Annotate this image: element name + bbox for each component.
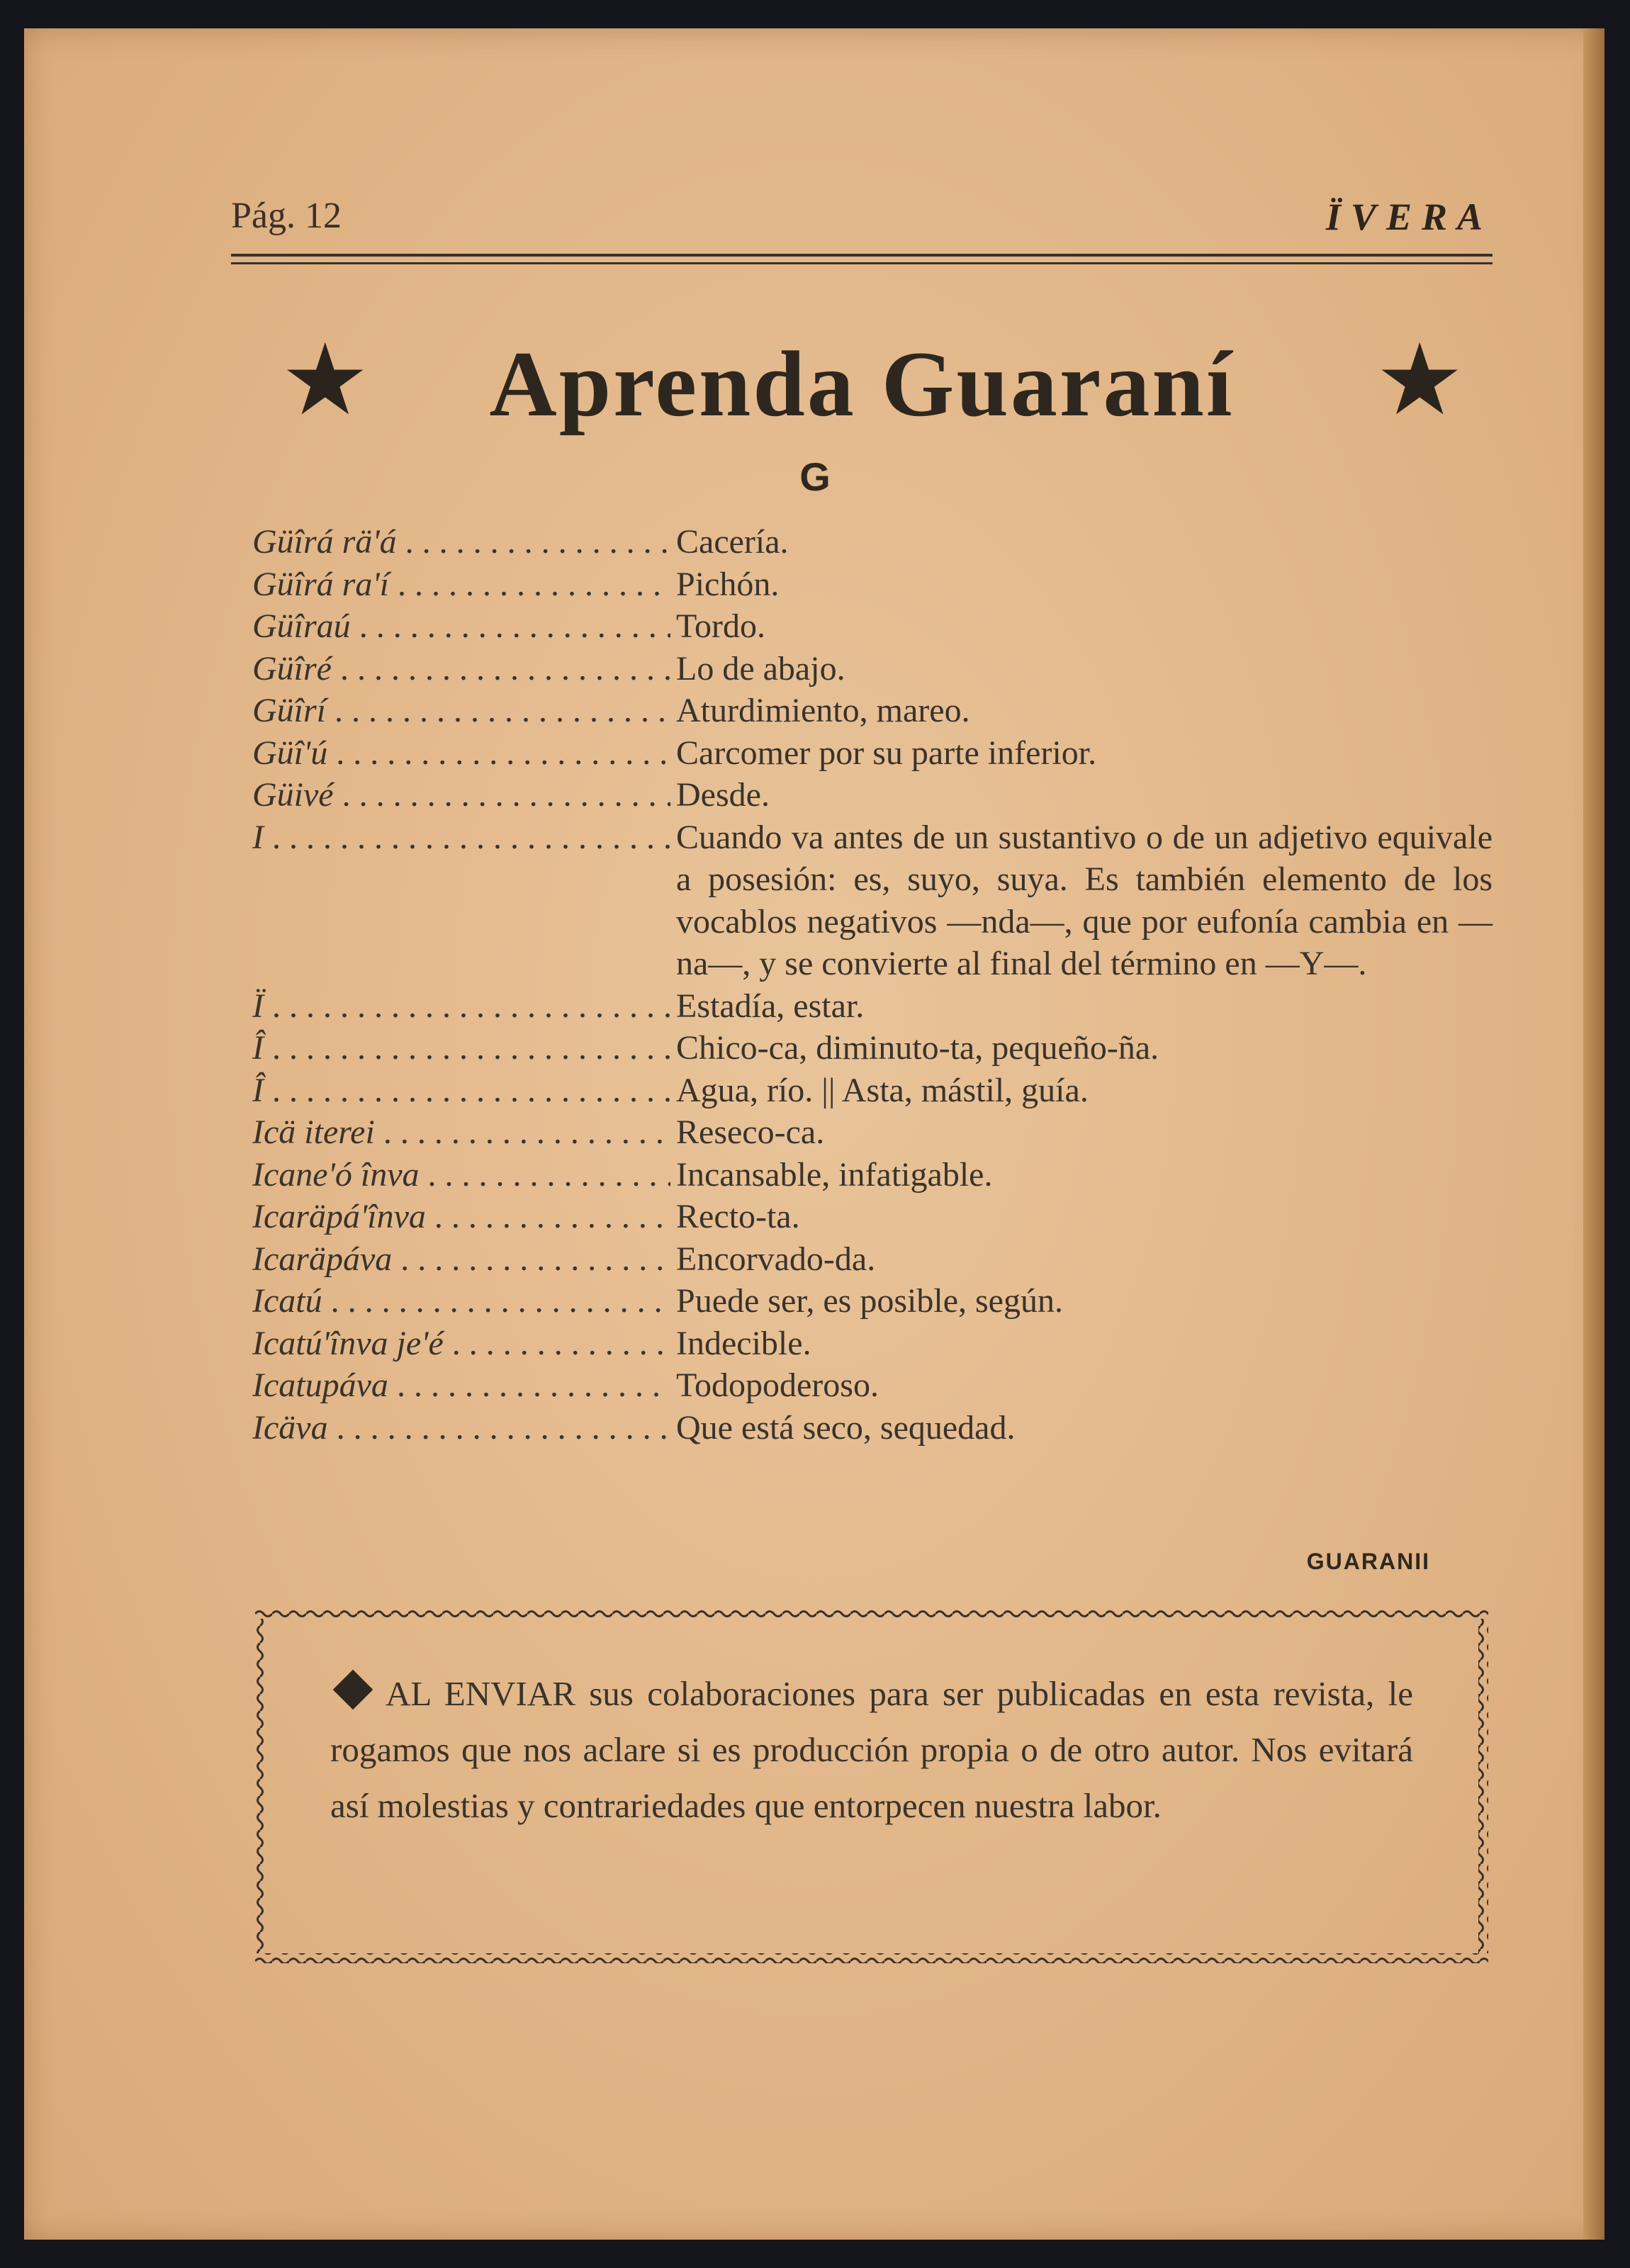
entry-term: Icä iterei . . . [252, 1111, 670, 1154]
header-rule-top [231, 254, 1493, 257]
entry-definition: Cuando va antes de un sustantivo o de un adjetivo equivale a posesión: es, suyo, suya. Es también elemento de los vocablos negativos —nda—, que por eufonía cambia en —na—, y se convierte al final del término en —Y—. [676, 818, 1493, 982]
entry-term: Icatú . . . [252, 1280, 670, 1323]
entry-definition: Tordo. [676, 607, 765, 645]
entry-term: Güîré . . . [252, 648, 670, 690]
entry-term: Î . . . [252, 1027, 670, 1070]
entry-term: Güî'ú . . . [252, 732, 670, 775]
glossary-entry [252, 605, 1493, 648]
entry-definition: Desde. [676, 776, 770, 814]
entry-term: Ï . . . [252, 985, 670, 1028]
glossary-list [252, 521, 1493, 1449]
glossary-entry [252, 521, 1493, 563]
glossary-entry [252, 648, 1493, 690]
glossary-entry [252, 690, 1493, 732]
glossary-entry [252, 1238, 1493, 1281]
entry-term: Î . . . [252, 1070, 670, 1112]
entry-term: Icäva . . . [252, 1407, 670, 1449]
glossary-entry [252, 1196, 1493, 1238]
glossary-entry [252, 985, 1493, 1028]
section-letter: G [799, 454, 831, 499]
entry-definition: Chico-ca, diminuto-ta, pequeño-ña. [676, 1029, 1159, 1067]
page-number: Pág. 12 [231, 196, 342, 236]
notice-box [255, 1609, 1488, 1963]
glossary-entry [252, 732, 1493, 775]
glossary-entry [252, 1407, 1493, 1449]
page-header [231, 174, 1493, 238]
entry-definition: Cacería. [676, 523, 789, 561]
notice-text [330, 1666, 1413, 1834]
entry-term: Icaräpá'înva . . . [252, 1196, 670, 1238]
magazine-title: ÏVERA [1325, 196, 1493, 238]
glossary-entry [252, 1154, 1493, 1196]
entry-definition: Reseco-ca. [676, 1113, 825, 1151]
entry-term: I . . . [252, 816, 670, 859]
glossary-entry [252, 1280, 1493, 1323]
entry-term: Güivé . . . [252, 774, 670, 816]
entry-definition: Agua, río. || Asta, mástil, guía. [676, 1071, 1089, 1109]
entry-definition: Estadía, estar. [676, 987, 865, 1025]
entry-term: Icaräpáva . . . [252, 1238, 670, 1281]
entry-definition: Carcomer por su parte inferior. [676, 734, 1097, 772]
star-icon: ★ [281, 326, 370, 436]
glossary-entry [252, 1070, 1493, 1112]
page-edge [1583, 28, 1604, 2240]
entry-definition: Indecible. [676, 1324, 811, 1362]
glossary-entry [252, 774, 1493, 816]
entry-term: Icane'ó înva . . . [252, 1154, 670, 1196]
glossary-entry [252, 1027, 1493, 1070]
entry-definition: Incansable, infatigable. [676, 1155, 993, 1194]
diamond-bullet-icon [333, 1670, 373, 1710]
entry-term: Güîraú . . . [252, 605, 670, 648]
glossary-entry [252, 816, 1493, 985]
glossary-entry [252, 1364, 1493, 1407]
author-signature: GUARANII [1306, 1549, 1430, 1574]
entry-definition: Lo de abajo. [676, 649, 845, 687]
notice-body: AL ENVIAR sus colaboraciones para ser publicadas en esta revista, le rogamos que nos aclare si es producción propia o de otro autor. Nos evitará así molestias y contrariedades que entorpecen nuestra labor. [330, 1674, 1413, 1825]
glossary-entry [252, 1323, 1493, 1365]
entry-definition: Que está seco, sequedad. [676, 1408, 1016, 1447]
entry-definition: Pichón. [676, 565, 780, 603]
entry-definition: Puede ser, es posible, según. [676, 1282, 1063, 1320]
entry-term: Güîrá rä'á . . . [252, 521, 670, 563]
entry-definition: Aturdimiento, mareo. [676, 692, 970, 729]
entry-definition: Recto-ta. [676, 1198, 800, 1235]
article-title: Aprenda Guaraní [489, 332, 1235, 436]
header-rule-bottom [231, 262, 1493, 264]
entry-term: Güîrá ra'í . . . [252, 563, 670, 606]
entry-term: Icatú'înva je'é . . . [252, 1323, 670, 1365]
entry-definition: Todopoderoso. [676, 1366, 879, 1404]
entry-term: Güîrí . . . [252, 690, 670, 732]
entry-definition: Encorvado-da. [676, 1240, 876, 1278]
title-row [231, 312, 1493, 436]
entry-term: Icatupáva . . . [252, 1364, 670, 1407]
glossary-entry [252, 563, 1493, 606]
glossary-entry [252, 1111, 1493, 1154]
star-icon: ★ [1375, 326, 1464, 436]
